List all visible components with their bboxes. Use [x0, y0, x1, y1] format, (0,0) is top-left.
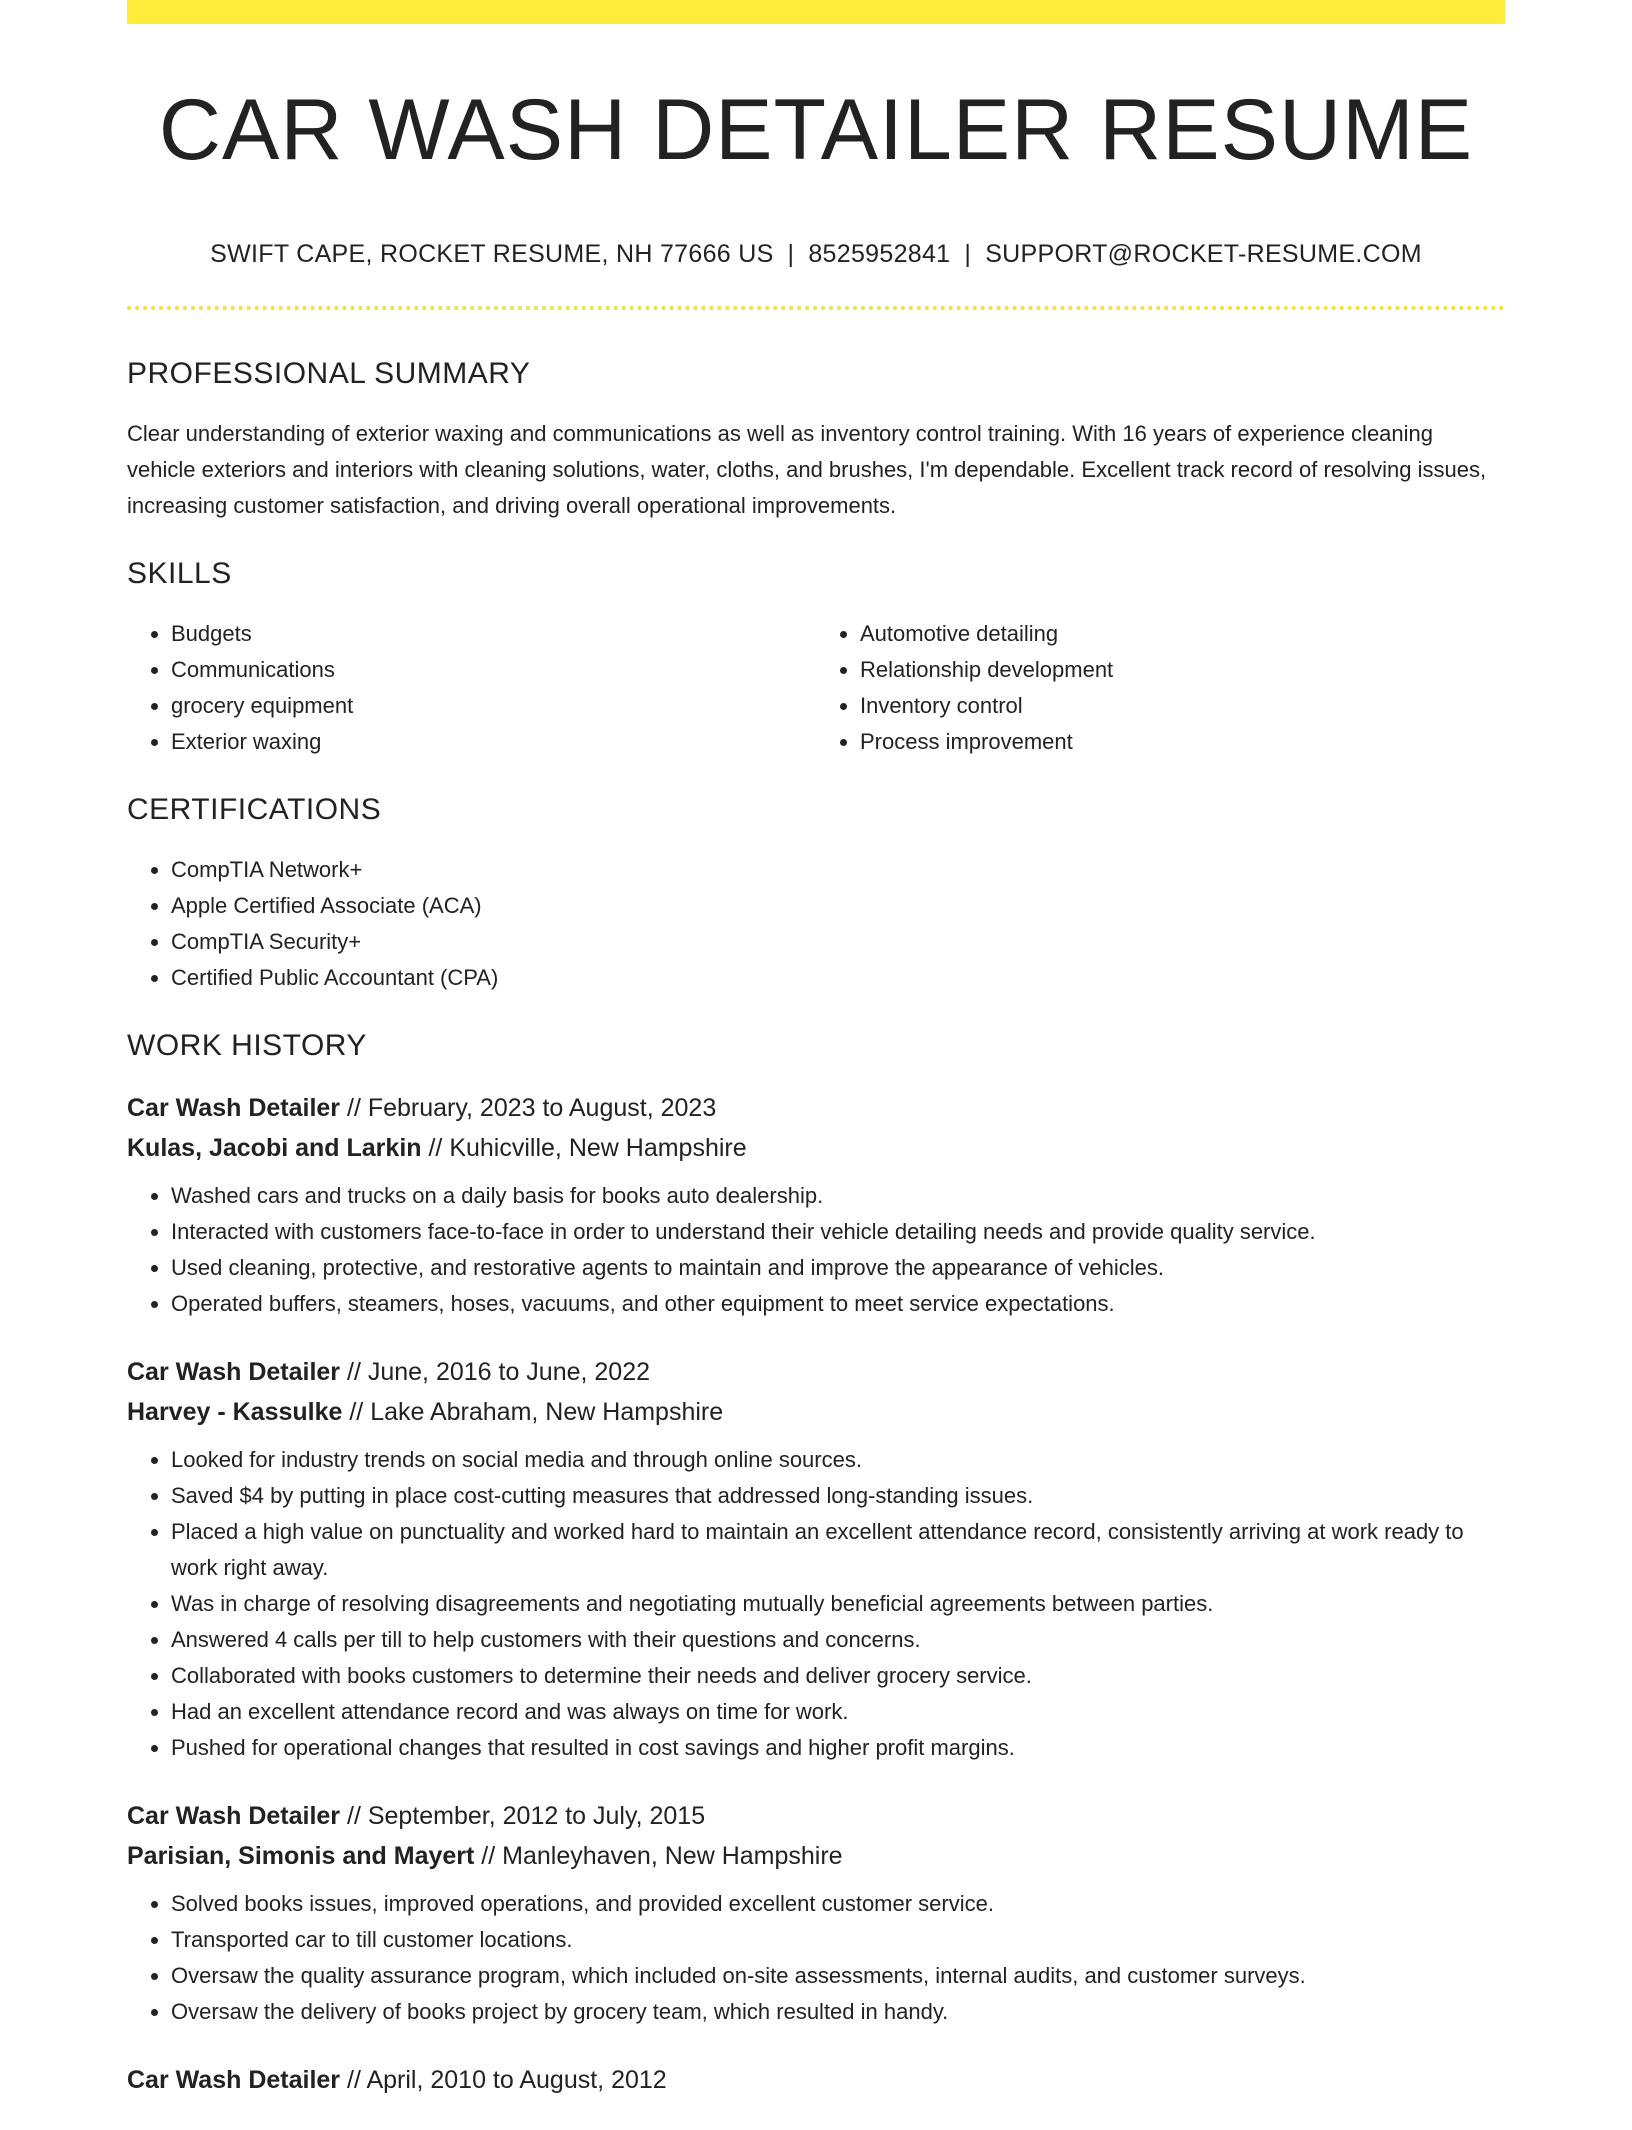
certification-item: • CompTIA Security+ [171, 924, 1505, 960]
job-bullets [127, 1442, 1505, 1766]
job-bullet: • Washed cars and trucks on a daily basis for books auto dealership. [171, 1178, 1505, 1214]
skills-list-left [127, 616, 816, 760]
job-entry [127, 1352, 1505, 1766]
job-bullet: • Used cleaning, protective, and restorative agents to maintain and improve the appearance of vehicles. [171, 1250, 1505, 1286]
job-title-line [127, 1088, 1505, 1128]
contact-line [127, 236, 1505, 272]
contact-phone: 8525952841 [808, 240, 951, 268]
certifications-section [127, 788, 1505, 996]
job-location: // Manleyhaven, New Hampshire [481, 1842, 843, 1870]
job-company: Parisian, Simonis and Mayert [127, 1842, 475, 1870]
work-history-section [127, 1024, 1505, 2100]
skill-item: • Communications [171, 652, 816, 688]
contact-email: SUPPORT@ROCKET-RESUME.COM [985, 240, 1422, 268]
skill-item: • Automotive detailing [860, 616, 1505, 652]
skill-item: • Relationship development [860, 652, 1505, 688]
job-title-line [127, 2060, 1505, 2100]
job-dates: // April, 2010 to August, 2012 [347, 2066, 667, 2094]
dotted-divider [127, 306, 1505, 310]
job-bullet: • Pushed for operational changes that resulted in cost savings and higher profit margins. [171, 1730, 1505, 1766]
job-bullet: • Oversaw the quality assurance program, which included on-site assessments, internal audits, and customer surveys. [171, 1958, 1505, 1994]
contact-separator: | [964, 240, 972, 268]
work-history-heading: WORK HISTORY [127, 1029, 367, 1062]
job-bullet: • Operated buffers, steamers, hoses, vacuums, and other equipment to meet service expectations. [171, 1286, 1505, 1322]
job-bullet: • Solved books issues, improved operations, and provided excellent customer service. [171, 1886, 1505, 1922]
job-company: Harvey - Kassulke [127, 1398, 343, 1426]
job-company-line [127, 1392, 1505, 1432]
job-dates: // September, 2012 to July, 2015 [347, 1802, 706, 1830]
summary-heading: PROFESSIONAL SUMMARY [127, 357, 531, 390]
certification-item: • Certified Public Accountant (CPA) [171, 960, 1505, 996]
job-company-line [127, 1836, 1505, 1876]
skills-heading: SKILLS [127, 557, 232, 590]
job-bullets [127, 1886, 1505, 2030]
certifications-list [127, 852, 1505, 996]
skill-item: • Exterior waxing [171, 724, 816, 760]
job-dates: // February, 2023 to August, 2023 [347, 1094, 717, 1122]
job-bullet: • Oversaw the delivery of books project by grocery team, which resulted in handy. [171, 1994, 1505, 2030]
job-title: Car Wash Detailer [127, 1094, 341, 1122]
job-location: // Lake Abraham, New Hampshire [349, 1398, 724, 1426]
certification-item: • Apple Certified Associate (ACA) [171, 888, 1505, 924]
skill-item: • grocery equipment [171, 688, 816, 724]
certification-item: • CompTIA Network+ [171, 852, 1505, 888]
certifications-heading: CERTIFICATIONS [127, 793, 382, 826]
job-title: Car Wash Detailer [127, 1802, 341, 1830]
job-entry [127, 1796, 1505, 2030]
job-company-line [127, 1128, 1505, 1168]
accent-top-bar [127, 0, 1505, 24]
summary-text: Clear understanding of exterior waxing and communications as well as inventory control training. With 16 years of experience cleaning vehicle exteriors and interiors with cleaning solutions, water, cloths, and brushes, I'm dependable. Excellent track record of resolving issues, increasing customer satisfaction, and driving overall operational improvements. [127, 421, 1487, 518]
job-title-line [127, 1796, 1505, 1836]
job-bullet: • Interacted with customers face-to-face in order to understand their vehicle detailing needs and provide quality service. [171, 1214, 1505, 1250]
job-bullet: • Looked for industry trends on social media and through online sources. [171, 1442, 1505, 1478]
job-title-line [127, 1352, 1505, 1392]
job-location: // Kuhicville, New Hampshire [428, 1134, 747, 1162]
job-company: Kulas, Jacobi and Larkin [127, 1134, 422, 1162]
job-entry [127, 1088, 1505, 1322]
skills-list-right [816, 616, 1505, 760]
job-bullet: • Was in charge of resolving disagreements and negotiating mutually beneficial agreements between parties. [171, 1586, 1505, 1622]
skills-columns [127, 616, 1505, 760]
skills-section [127, 552, 1505, 760]
page-title: CAR WASH DETAILER RESUME [158, 82, 1474, 178]
job-dates: // June, 2016 to June, 2022 [347, 1358, 651, 1386]
job-title: Car Wash Detailer [127, 2066, 341, 2094]
job-bullet: • Saved $4 by putting in place cost-cutting measures that addressed long-standing issues. [171, 1478, 1505, 1514]
skill-item: • Budgets [171, 616, 816, 652]
job-bullet: • Transported car to till customer locations. [171, 1922, 1505, 1958]
contact-separator: | [787, 240, 795, 268]
job-bullet: • Placed a high value on punctuality and worked hard to maintain an excellent attendance record, consistently arriving at work ready to work right away. [171, 1514, 1505, 1586]
job-bullet: • Had an excellent attendance record and was always on time for work. [171, 1694, 1505, 1730]
skill-item: • Inventory control [860, 688, 1505, 724]
summary-section [127, 352, 1505, 524]
resume-content [127, 352, 1505, 2130]
contact-address: SWIFT CAPE, ROCKET RESUME, NH 77666 US [210, 240, 774, 268]
job-entry [127, 2060, 1505, 2100]
job-bullets [127, 1178, 1505, 1322]
job-bullet: • Collaborated with books customers to determine their needs and deliver grocery service. [171, 1658, 1505, 1694]
job-title: Car Wash Detailer [127, 1358, 341, 1386]
skill-item: • Process improvement [860, 724, 1505, 760]
job-bullet: • Answered 4 calls per till to help customers with their questions and concerns. [171, 1622, 1505, 1658]
